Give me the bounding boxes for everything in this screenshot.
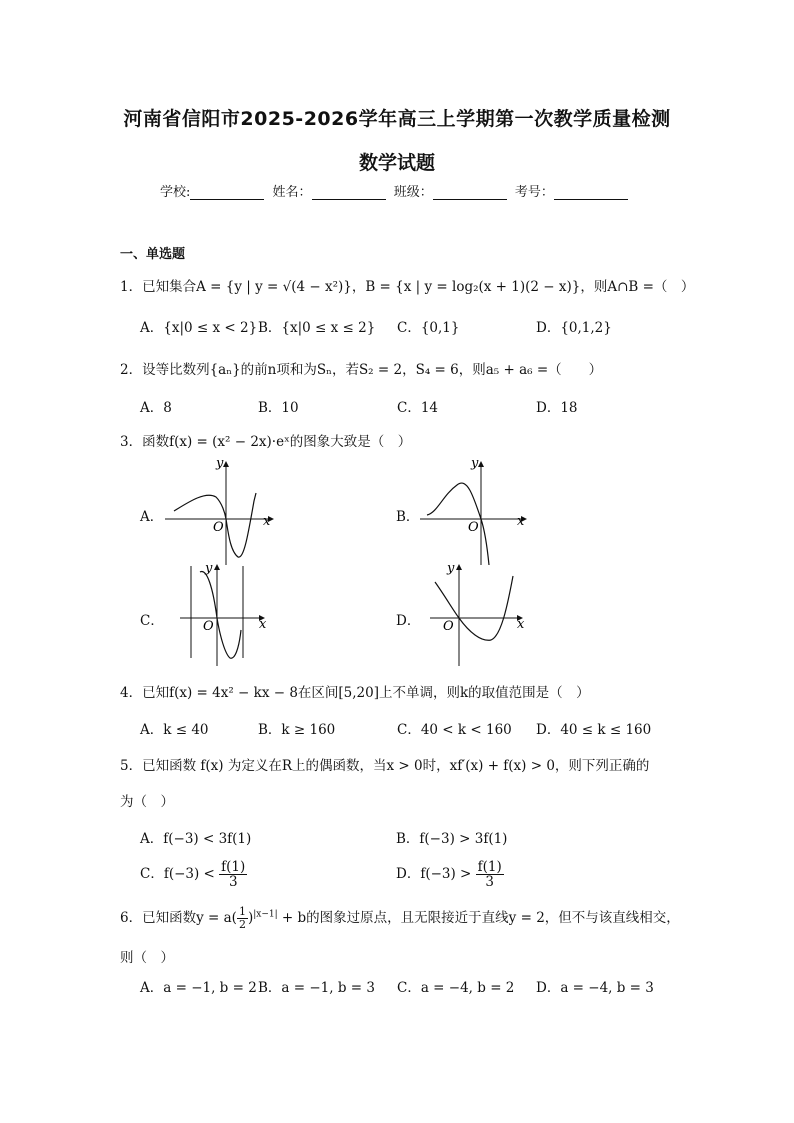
q5-stem-line1: 5．已知函数 f(x) 为定义在R上的偶函数，当x > 0时，xf′(x) + f(x) > 0，则下列正确的 xyxy=(120,758,650,774)
q6-option-b: B．a = −1, b = 3 xyxy=(258,980,375,996)
q6-fraction xyxy=(237,906,248,930)
exam-number-blank xyxy=(554,185,628,200)
q3-option-c-label: C． xyxy=(140,613,164,629)
q5-option-d-fraction xyxy=(476,860,504,889)
fraction-numerator: f(1) xyxy=(221,859,246,875)
origin-label: O xyxy=(213,520,224,535)
y-axis-arrow xyxy=(223,461,229,467)
fraction-denominator: 3 xyxy=(228,874,238,891)
q6-stem-part2: + b的图象过原点，且无限接近于直线y = 2，但不与该直线相交， xyxy=(277,910,680,926)
q5-option-d xyxy=(396,860,504,889)
origin-label: O xyxy=(203,619,214,634)
q2-option-d: D．18 xyxy=(536,400,578,416)
page-title: 河南省信阳市2025-2026学年高三上学期第一次教学质量检测 xyxy=(123,108,671,130)
fraction-numerator: f(1) xyxy=(477,859,502,875)
q1-option-a: A．{x|0 ≤ x < 2} xyxy=(140,320,258,336)
q1-option-c: C．{0,1} xyxy=(397,320,460,336)
name-label: 姓名： xyxy=(272,185,312,200)
origin-label: O xyxy=(443,619,454,634)
q5-option-b: B．f(−3) > 3f(1) xyxy=(396,831,508,847)
q3-option-d-label: D． xyxy=(396,613,421,629)
q3-option-b-label: B． xyxy=(396,509,420,525)
q3-option-a-label: A． xyxy=(140,509,164,525)
class-blank xyxy=(433,185,507,200)
axis-label-x: x xyxy=(259,617,267,632)
q4-option-c: C．40 < k < 160 xyxy=(397,722,512,738)
q3-graph-d xyxy=(425,558,535,673)
axis-label-y: y xyxy=(447,561,455,576)
q2-stem: 2．设等比数列{aₙ}的前n项和为Sₙ，若S₂ = 2，S₄ = 6，则a₅ + a₆ =（ ） xyxy=(120,362,603,378)
school-label: 学校: xyxy=(160,185,191,200)
q4-option-b: B．k ≥ 160 xyxy=(258,722,336,738)
q5-option-c xyxy=(140,860,247,889)
q6-option-a: A．a = −1, b = 2 xyxy=(140,980,257,996)
q1-option-d: D．{0,1,2} xyxy=(536,320,612,336)
axis-label-y: y xyxy=(205,561,213,576)
y-axis-arrow xyxy=(456,564,462,570)
q3-graph-b xyxy=(415,455,535,570)
q5-stem-line2: 为（ ） xyxy=(120,794,174,810)
page-subtitle: 数学试题 xyxy=(358,152,435,174)
fraction-denominator: 2 xyxy=(238,918,246,931)
class-label: 班级： xyxy=(393,185,433,200)
q6-stem-line1: 6．已知函数y = a( $\frac{1}{2}$ )$^{|x-1|}$ + b的图象过原点，且无限接近于直线y = 2，但不与该直线相交， xyxy=(120,905,680,931)
q3-stem: 3．函数f(x) = (x² − 2x)·eˣ的图象大致是（ ） xyxy=(120,434,412,450)
axis-label-y: y xyxy=(471,456,479,471)
q2-option-a: A．8 xyxy=(140,400,172,416)
q1-option-b: B．{x|0 ≤ x ≤ 2} xyxy=(258,320,376,336)
q4-option-d: D．40 ≤ k ≤ 160 xyxy=(536,722,652,738)
q6-option-c: C．a = −4, b = 2 xyxy=(397,980,515,996)
q6-option-d: D．a = −4, b = 3 xyxy=(536,980,654,996)
curve xyxy=(200,571,241,658)
fraction-numerator: 1 xyxy=(238,905,246,919)
y-axis-arrow xyxy=(214,564,220,570)
exam-number-label: 考号： xyxy=(514,185,554,200)
q6-stem-line2: 则（ ） xyxy=(120,950,174,966)
student-info-fields xyxy=(160,181,632,200)
axis-label-x: x xyxy=(517,617,525,632)
axis-label-x: x xyxy=(263,514,271,529)
q4-stem: 4．已知f(x) = 4x² − kx − 8在区间[5,20]上不单调，则k的取值范围是（ ） xyxy=(120,685,590,701)
q1-stem: 1．已知集合A = {y | y = √(4 − x²)}，B = {x | y = log₂(x + 1)(2 − x)}，则A∩B =（ ） xyxy=(120,279,695,295)
q3-graph-a xyxy=(160,455,280,570)
q6-exponent: |x−1| xyxy=(253,909,278,920)
q5-option-a: A．f(−3) < 3f(1) xyxy=(140,831,252,847)
y-axis-arrow xyxy=(478,461,484,467)
fraction-denominator: 3 xyxy=(485,874,495,891)
q6-stem-part1: 6．已知函数y = a( xyxy=(120,910,237,926)
q5-option-c-prefix: C．f(−3) < xyxy=(140,866,215,883)
q5-option-d-prefix: D．f(−3) > xyxy=(396,866,472,883)
q2-option-b: B．10 xyxy=(258,400,299,416)
q5-option-c-fraction xyxy=(219,860,247,889)
school-blank xyxy=(190,185,264,200)
q3-graph-c xyxy=(175,558,275,673)
section-title: 一、单选题 xyxy=(120,247,186,262)
q2-option-c: C．14 xyxy=(397,400,439,416)
curve xyxy=(427,483,489,565)
name-blank xyxy=(312,185,386,200)
axis-label-y: y xyxy=(216,456,224,471)
axis-label-x: x xyxy=(517,514,525,529)
origin-label: O xyxy=(468,520,479,535)
q4-option-a: A．k ≤ 40 xyxy=(140,722,209,738)
